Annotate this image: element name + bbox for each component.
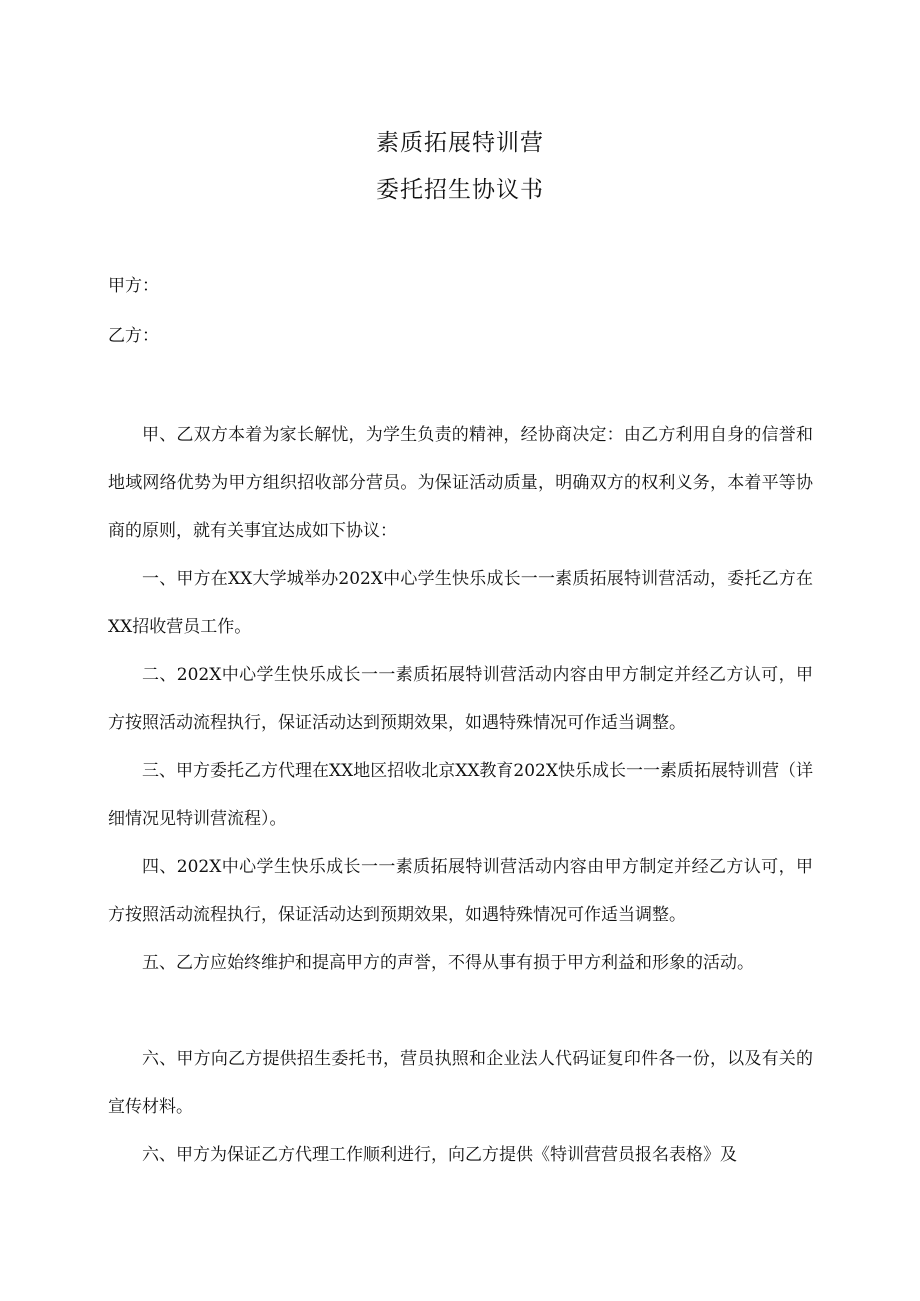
party-b-label: 乙方：: [108, 326, 159, 346]
paragraph-clause-6a: 六、甲方向乙方提供招生委托书，营员执照和企业法人代码证复印件各一份，以及有关的宣传材料。: [108, 1049, 813, 1117]
paragraph-clause-3: 三、甲方委托乙方代理在XX地区招收北京XX教育202X快乐成长一一素质拓展特训营（详细情况见特训营流程）。: [108, 761, 813, 829]
paragraph-clause-4: 四、202X中心学生快乐成长一一素质拓展特训营活动内容由甲方制定并经乙方认可，甲方按照活动流程执行，保证活动达到预期效果，如遇特殊情况可作适当调整。: [108, 857, 813, 925]
paragraph-preamble: 甲、乙双方本着为家长解忧，为学生负责的精神，经协商决定：由乙方利用自身的信誉和地域网络优势为甲方组织招收部分营员。为保证活动质量，明确双方的权利义务，本着平等协商的原则，就有关事宜达成如下协议：: [108, 425, 813, 541]
paragraph-clause-5: 五、乙方应始终维护和提高甲方的声誉，不得从事有损于甲方利益和形象的活动。: [142, 953, 754, 973]
agreement-body: [108, 411, 813, 1179]
document-title-line-1: 素质拓展特训营: [376, 130, 544, 156]
party-a-label: 甲方：: [108, 276, 159, 296]
paragraph-clause-1: 一、甲方在XX大学城举办202X中心学生快乐成长一一素质拓展特训营活动，委托乙方在XX招收营员工作。: [108, 569, 813, 637]
document-title-line-2: 委托招生协议书: [376, 177, 544, 203]
paragraph-clause-6b: 六、甲方为保证乙方代理工作顺利进行，向乙方提供《特训营营员报名表格》及: [142, 1145, 737, 1165]
paragraph-clause-2: 二、202X中心学生快乐成长一一素质拓展特训营活动内容由甲方制定并经乙方认可，甲方按照活动流程执行，保证活动达到预期效果，如遇特殊情况可作适当调整。: [108, 665, 813, 733]
